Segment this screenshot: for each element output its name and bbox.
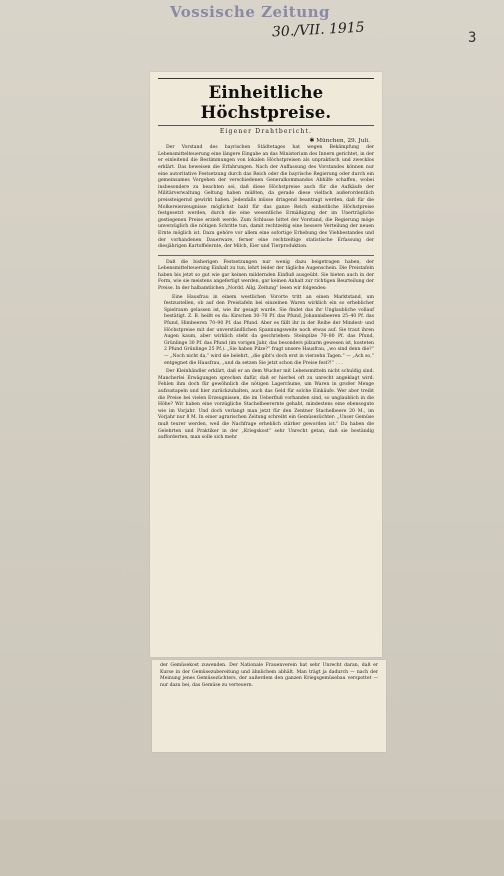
newspaper-stamp: Vossische Zeitung [170,3,331,21]
page-number: 3 [468,30,477,46]
separator [158,255,374,256]
clipping-continuation [152,660,386,752]
article-subtitle: Eigener Drahtbericht. [219,128,313,135]
page-bottom-strip [0,820,504,876]
title-rule [158,125,374,126]
article-paragraph: Der Vorstand des bayrischen Städtetages hat wegen Bekämpfung der Lebensmittelteuerung eine längere Eingabe an das Ministerium des Innern gerichtet, in der er einleitend die Bestimmungen von lokalen Höchstpreisen als unpraktisch und zwecklos erklärt. Das beweisen die Erfahrungen. Nach der Auffassung des Vorstandes können nur eine autoritative Festsetzung durch das Reich oder die bayrische Regierung oder durch ein gemeinsames Vorgehen der verschiedenen Generalkommandos Abhilfe schaffen, wobei insbesondere zu beachten sei, daß diese Höchstpreise auch für die Aufkäufe der Militärverwaltung Geltung haben müßten, da gerade diese vielfach außerordentlich preissteigernd gewirkt haben. Jedenfalls müsse dringend beantragt werden, daß für die Molkereierzeugnisse möglichst bald für das ganze Reich einheitliche Höchstpreise festgesetzt werden, durch die eine wesentliche Ermäßigung der im Unerträgliche gestiegenen Preise erzielt werde. Zum Schlusse bittet der Vorstand, die Regierung möge unverzüglich die nötigen Schritte tun, damit rechtzeitig eine bessere Verteilung der neuen Ernte möglich ist. Dazu gehöre vor allem eine sofortige Erhebung des Viehbestandes und der vorhandenen Dauerware, ferner eine rechtzeitige statistische Erfassung der diesjährigen Kartoffelernte, der Milch, Eier und Tierproduktion. [158,145,374,250]
newspaper-clipping [150,72,382,657]
handwritten-date: 30./VII. 1915 [271,19,366,41]
article-quote: Eine Hausfrau in einem westlichen Vororte tritt an einen Marktstand, um festzustellen, ob auf den Preistafeln bei einzelnen Waren wirklich ein so erheblicher Spielraum gelassen ist, wie ihr gesagt wurde. Sie findet das ihr Unglaubliche vollauf bestätigt. Z. B. heißt es da: Kirschen 30–70 Pf. das Pfund, Johannisbeeren 25–40 Pf. das Pfund, Himbeeren 70–90 Pf. das Pfund. Aber es fällt ihr in der Reihe der Mindest- und Höchstpreise mit der unverständlichen Spannungsweite noch etwas auf. Sie traut ihren Augen kaum, aber wirklich steht da geschrieben: Steinpilze 70–80 Pf. das Pfund, Grünlinge 30 Pf. das Pfund (im vorigen Jahr, das besonders pilzarm gewesen ist, kosteten 2 Pfund Grünlinge 25 Pf.). „Sie haben Pilze?“ fragt unsere Hausfrau, „wo sind denn die?“ — „Noch nicht da,“ wird sie belehrt, „die gibt's doch erst in vierzehn Tagen.“ — „Ach so,“ entgegnet die Hausfrau, „und da setzen Sie jetzt schon die Preise fest?!“ . . . [164,294,374,366]
article-dateline: ✱ München, 29. Juli. [309,137,370,144]
top-rule [158,78,374,79]
article-paragraph: Daß die bisherigen Festsetzungen nur wenig dazu beigetragen haben, der Lebensmittelteuerung Einhalt zu tun, lehrt leider der tägliche Augenschein. Die Preistafeln haben bis jetzt so gut wie gar keinen mildernden Einfluß ausgeübt. Sie bieten auch in der Form, wie sie meistens angefertigt werden, gar keinen Anhalt zur richtigen Beurteilung der Preise. In der halbamtlichen „Nordd. Allg. Zeitung“ lesen wir folgendes: [158,259,374,292]
clipping-body [150,72,382,442]
article-title: Einheitliche Höchstpreise. [200,83,332,122]
continuation-text: der Gemüsekost zuwenden. Der Nationale Frauenverein hat sehr Unrecht daran, daß er Kurse in der Gemüsezubereitung und ähnlichem abhält. Man trägt ja dadurch — nach der Meinung jenes Gemüsezüchters, der außerdem den ganzen Kriegsgemüsebau verspottet — nur dazu bei, das Gemüse zu verteuern. [160,663,378,688]
article-paragraph: Der Kleinhändler erklärt, daß er an dem Wucher mit Lebensmitteln nicht schuldig sind. Mancherlei Erwägungen sprechen dafür, daß er hierbei oft zu unrecht angeklagt wird. Fehlen ihm doch für gewöhnlich die nötigen Lagerräume, um Waren in großer Menge aufzustapeln und hier zurückzuhalten, auch das Geld für solche Einkäufe. Wer aber treibt die Preise bei vielen Erzeugnissen, die im Ueberfluß vorhanden sind, so unglaublich in die Höhe? Wir haben eine vorzügliche Stachelbeerernte gehabt, mindestens eine ebensogute wie im Vorjahr. Und doch verlangt man jetzt für den Zentner Stachelbeere 20 M., im Vorjahr nur 8 M. In einer agrarischen Zeitung schreibt ein Gemüsezüchter: „Unser Gemüse muß teurer werden, weil die Nachfrage erheblich stärker geworden ist.“ Da haben die Gelehrten und Praktiker in der „Kriegskost“ sehr Unrecht getan, daß sie beständig aufforderten, man solle sich mehr [158,369,374,441]
